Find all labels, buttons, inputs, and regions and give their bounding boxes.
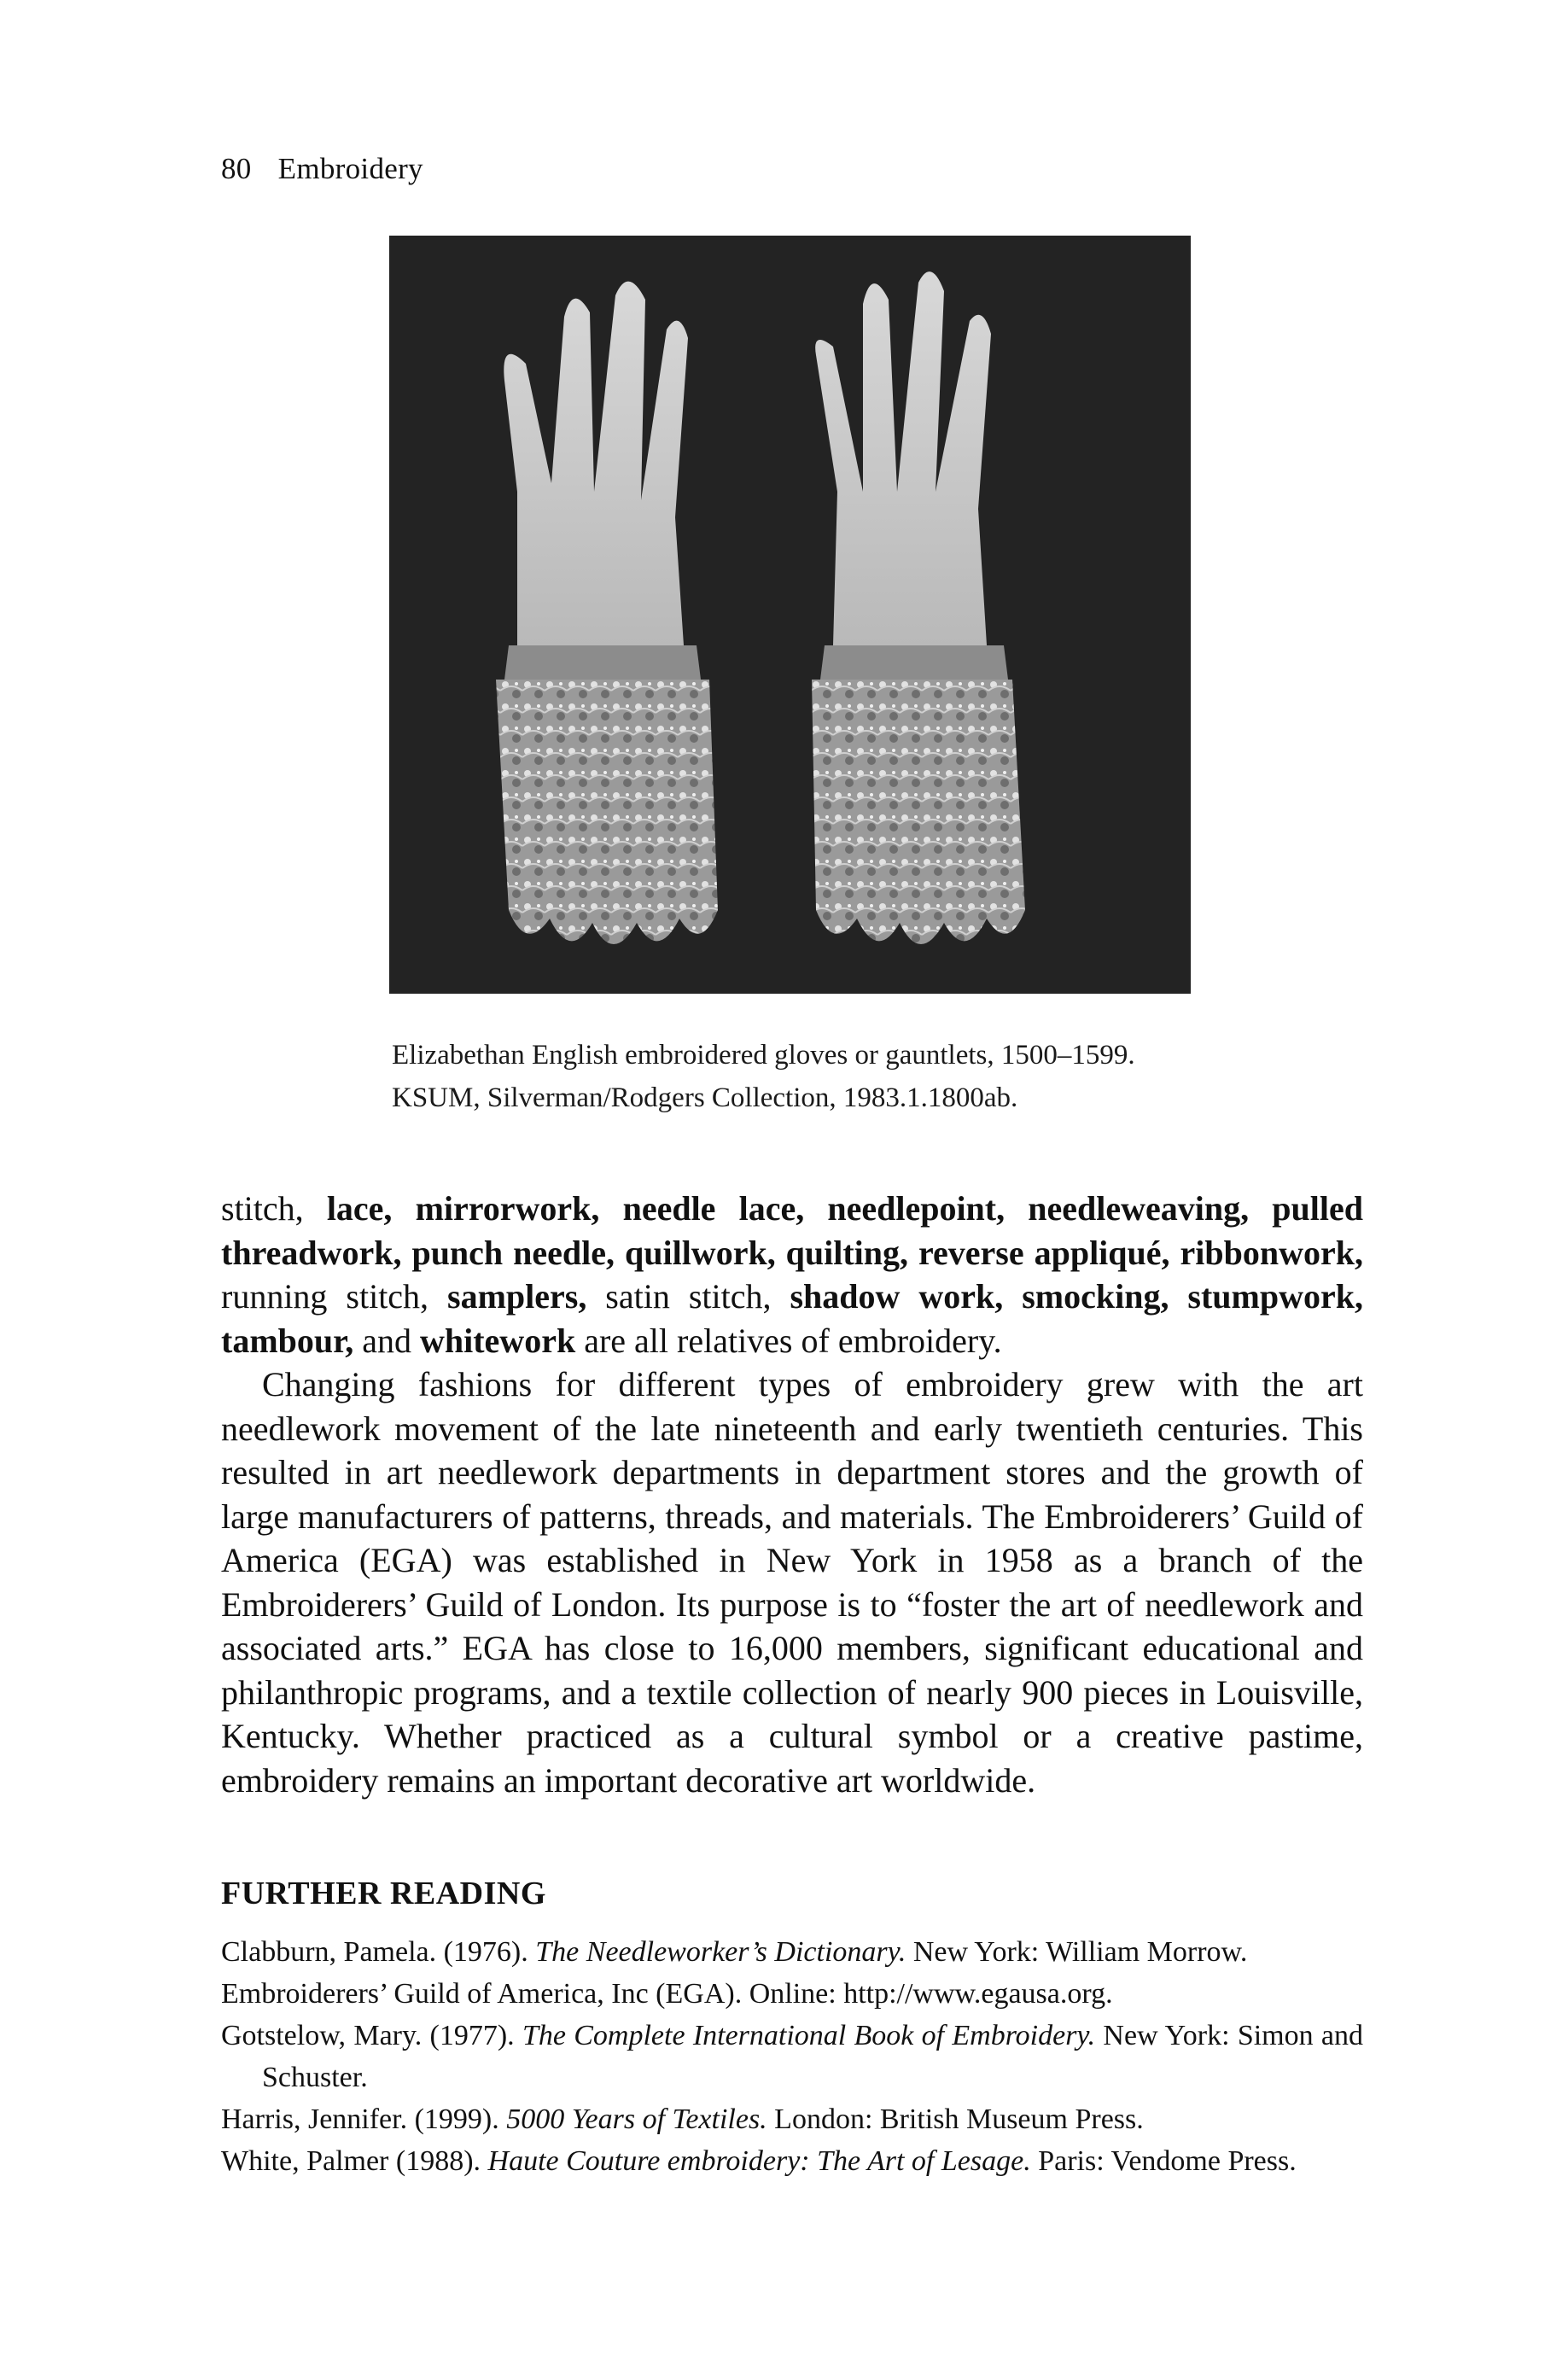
paragraph-1 xyxy=(221,1187,1363,1362)
p1-segment: stitch, xyxy=(221,1189,327,1228)
reference-item: Harris, Jennifer. (1999). 5000 Years of Textiles. London: British Museum Press. xyxy=(221,2104,1144,2135)
running-title: Embroidery xyxy=(277,152,423,185)
body-text xyxy=(221,1187,1363,1802)
gloves-illustration xyxy=(389,236,1191,994)
reference-item: Clabburn, Pamela. (1976). The Needleworker’s Dictionary. New York: William Morrow. xyxy=(221,1936,1248,1968)
paragraph-2: Changing fashions for different types of embroidery grew with the art needlework movement of the late nineteenth and early twentieth centuries. This resulted in art needlework departments in department stores and the growth of large manufacturers of patterns, threads, and materials. The Embroiderers’ Guild of America (EGA) was established in New York in 1958 as a branch of the Embroiderers’ Guild of London. Its purpose is to “foster the art of needlework and associated arts.” EGA has close to 16,000 members, significant educational and philanthropic programs, and a textile collection of nearly 900 pieces in Louisville, Kentucky. Whether practiced as a cultural symbol or a creative pastime, embroidery remains an important decorative art worldwide. xyxy=(221,1365,1363,1800)
figure-caption xyxy=(392,1034,1194,1119)
caption-line-1: Elizabethan English embroidered gloves or gauntlets, 1500–1599. xyxy=(392,1040,1135,1071)
caption-line-2: KSUM, Silverman/Rodgers Collection, 1983.1.1800ab. xyxy=(392,1082,1018,1113)
running-header xyxy=(221,152,423,186)
section-heading: FURTHER READING xyxy=(221,1876,546,1911)
page-number: 80 xyxy=(221,152,252,185)
p1-segment: running stitch, xyxy=(221,1277,448,1316)
p1-segment: are all relatives of embroidery. xyxy=(575,1321,1002,1360)
reference-item: White, Palmer (1988). Haute Couture embroidery: The Art of Lesage. Paris: Vendome Press. xyxy=(221,2145,1297,2177)
p1-bold-terms: lace, mirrorwork, needle lace, needlepoint, needleweaving, pulled threadwork, punch needle, quillwork, quilting, reverse appliqué, ribbonwork, xyxy=(221,1189,1363,1272)
p1-bold-terms: whitework xyxy=(419,1321,576,1360)
reference-list xyxy=(221,1931,1363,2182)
p1-segment: and xyxy=(353,1321,420,1360)
p1-bold-terms: samplers, xyxy=(447,1277,587,1316)
p1-bold-terms: shadow work, smocking, stumpwork, tambour, xyxy=(221,1277,1363,1360)
reference-item: Gotstelow, Mary. (1977). The Complete International Book of Embroidery. New York: Simon and Schuster. xyxy=(221,2020,1363,2093)
gloves-photo xyxy=(389,236,1191,994)
reference-item: Embroiderers’ Guild of America, Inc (EGA). Online: http://www.egausa.org. xyxy=(221,1978,1113,2010)
p1-segment: satin stitch, xyxy=(586,1277,790,1316)
